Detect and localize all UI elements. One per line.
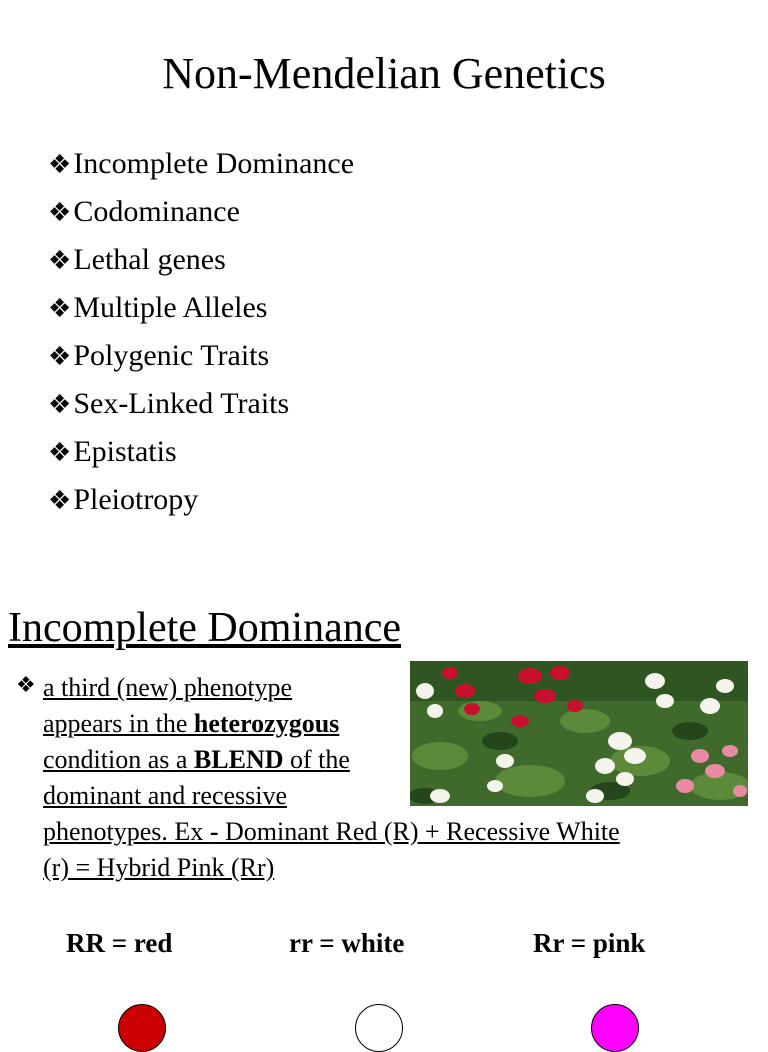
diamond-bullet-icon: ❖ (48, 438, 72, 467)
topic-item: ❖Incomplete Dominance (48, 147, 355, 180)
topic-item: ❖Lethal genes (48, 243, 226, 276)
topic-item: ❖Polygenic Traits (48, 339, 270, 372)
pink-flower-circle (591, 1004, 639, 1052)
genotype-label-rr-white: rr = white (289, 928, 405, 958)
topic-item: ❖Pleiotropy (48, 483, 199, 516)
genotype-label-rr-pink: Rr = pink (533, 928, 646, 958)
heterozygous-term: heterozygous (193, 709, 340, 738)
topic-item: ❖Epistatis (48, 435, 177, 468)
section-heading: Incomplete Dominance (8, 605, 402, 651)
topic-item: ❖Multiple Alleles (48, 291, 268, 324)
desc-line: dominant and recessive (43, 781, 288, 810)
desc-line: (r) = Hybrid Pink (Rr) (43, 853, 275, 882)
topic-item: ❖Codominance (48, 195, 240, 228)
diamond-bullet-icon: ❖ (48, 486, 72, 515)
desc-line: a third (new) phenotype (43, 673, 293, 702)
blend-term: BLEND (193, 745, 284, 774)
diamond-bullet-icon: ❖ (48, 342, 72, 371)
desc-line: phenotypes. Ex - Dominant Red (R) + Recessive White (43, 817, 620, 846)
red-flower-circle (118, 1004, 166, 1052)
genotype-label-rr-red: RR = red (66, 928, 173, 958)
white-flower-circle (355, 1004, 403, 1052)
diamond-bullet-icon: ❖ (48, 150, 72, 179)
desc-line: appears in the heterozygous (43, 709, 340, 738)
incomplete-dominance-description (43, 670, 743, 886)
topic-item: ❖Sex-Linked Traits (48, 387, 290, 420)
diamond-bullet-icon: ❖ (16, 672, 36, 697)
diamond-bullet-icon: ❖ (48, 390, 72, 419)
desc-line: condition as a BLEND of the (43, 745, 350, 774)
diamond-bullet-icon: ❖ (48, 246, 72, 275)
topic-list (48, 140, 354, 524)
slide-title: Non-Mendelian Genetics (162, 49, 606, 98)
diamond-bullet-icon: ❖ (48, 294, 72, 323)
diamond-bullet-icon: ❖ (48, 198, 72, 227)
